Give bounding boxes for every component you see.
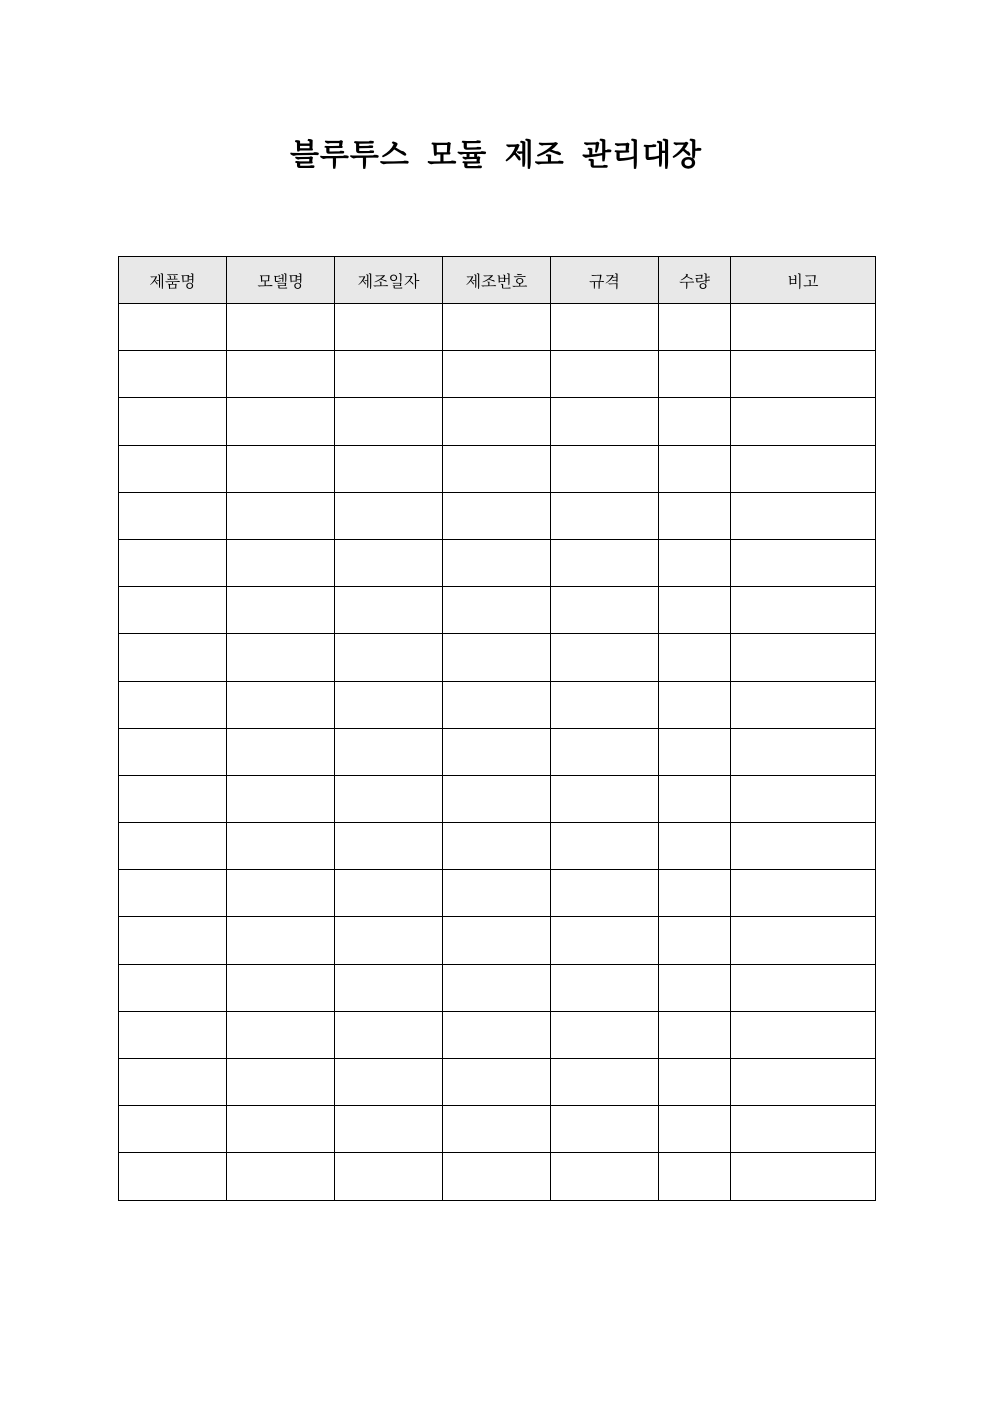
table-row bbox=[119, 492, 876, 539]
cell-remarks[interactable] bbox=[731, 681, 876, 728]
cell-product-name[interactable] bbox=[119, 398, 227, 445]
cell-quantity[interactable] bbox=[659, 681, 731, 728]
cell-product-name[interactable] bbox=[119, 587, 227, 634]
cell-remarks[interactable] bbox=[731, 1011, 876, 1058]
table-row bbox=[119, 823, 876, 870]
cell-manufacture-date[interactable] bbox=[335, 775, 443, 822]
cell-manufacture-date[interactable] bbox=[335, 1011, 443, 1058]
cell-manufacture-date[interactable] bbox=[335, 917, 443, 964]
cell-serial-number[interactable] bbox=[443, 1011, 551, 1058]
cell-product-name[interactable] bbox=[119, 1106, 227, 1153]
cell-model-name[interactable] bbox=[227, 728, 335, 775]
cell-spec[interactable] bbox=[551, 398, 659, 445]
cell-serial-number[interactable] bbox=[443, 445, 551, 492]
header-row bbox=[119, 257, 876, 304]
cell-quantity[interactable] bbox=[659, 587, 731, 634]
cell-remarks[interactable] bbox=[731, 1106, 876, 1153]
cell-manufacture-date[interactable] bbox=[335, 1059, 443, 1106]
cell-product-name[interactable] bbox=[119, 1059, 227, 1106]
cell-product-name[interactable] bbox=[119, 728, 227, 775]
cell-quantity[interactable] bbox=[659, 1059, 731, 1106]
cell-model-name[interactable] bbox=[227, 539, 335, 586]
cell-product-name[interactable] bbox=[119, 634, 227, 681]
cell-spec[interactable] bbox=[551, 1153, 659, 1200]
cell-remarks[interactable] bbox=[731, 587, 876, 634]
cell-product-name[interactable] bbox=[119, 351, 227, 398]
cell-remarks[interactable] bbox=[731, 775, 876, 822]
table-row bbox=[119, 304, 876, 351]
table-row bbox=[119, 1153, 876, 1200]
table-row bbox=[119, 351, 876, 398]
cell-model-name[interactable] bbox=[227, 823, 335, 870]
cell-serial-number[interactable] bbox=[443, 539, 551, 586]
column-header-remarks: 비고 bbox=[731, 257, 876, 304]
cell-manufacture-date[interactable] bbox=[335, 728, 443, 775]
cell-product-name[interactable] bbox=[119, 775, 227, 822]
cell-spec[interactable] bbox=[551, 539, 659, 586]
cell-spec[interactable] bbox=[551, 1106, 659, 1153]
column-header-manufacture-date: 제조일자 bbox=[335, 257, 443, 304]
cell-spec[interactable] bbox=[551, 351, 659, 398]
ledger-table bbox=[118, 256, 876, 1201]
cell-quantity[interactable] bbox=[659, 634, 731, 681]
column-header-serial-number: 제조번호 bbox=[443, 257, 551, 304]
cell-model-name[interactable] bbox=[227, 870, 335, 917]
cell-spec[interactable] bbox=[551, 1059, 659, 1106]
cell-model-name[interactable] bbox=[227, 587, 335, 634]
cell-product-name[interactable] bbox=[119, 539, 227, 586]
cell-model-name[interactable] bbox=[227, 398, 335, 445]
table-row bbox=[119, 1106, 876, 1153]
cell-serial-number[interactable] bbox=[443, 1059, 551, 1106]
cell-serial-number[interactable] bbox=[443, 917, 551, 964]
cell-quantity[interactable] bbox=[659, 1011, 731, 1058]
table-row bbox=[119, 870, 876, 917]
column-header-quantity: 수량 bbox=[659, 257, 731, 304]
cell-quantity[interactable] bbox=[659, 964, 731, 1011]
cell-serial-number[interactable] bbox=[443, 492, 551, 539]
cell-remarks[interactable] bbox=[731, 1153, 876, 1200]
cell-spec[interactable] bbox=[551, 587, 659, 634]
cell-product-name[interactable] bbox=[119, 681, 227, 728]
cell-serial-number[interactable] bbox=[443, 634, 551, 681]
cell-quantity[interactable] bbox=[659, 1106, 731, 1153]
cell-manufacture-date[interactable] bbox=[335, 681, 443, 728]
cell-manufacture-date[interactable] bbox=[335, 398, 443, 445]
column-header-model-name: 모델명 bbox=[227, 257, 335, 304]
column-header-spec: 규격 bbox=[551, 257, 659, 304]
table-row bbox=[119, 539, 876, 586]
cell-remarks[interactable] bbox=[731, 823, 876, 870]
cell-spec[interactable] bbox=[551, 870, 659, 917]
table-row bbox=[119, 634, 876, 681]
cell-product-name[interactable] bbox=[119, 304, 227, 351]
cell-remarks[interactable] bbox=[731, 398, 876, 445]
cell-spec[interactable] bbox=[551, 823, 659, 870]
cell-spec[interactable] bbox=[551, 492, 659, 539]
cell-remarks[interactable] bbox=[731, 492, 876, 539]
cell-model-name[interactable] bbox=[227, 1153, 335, 1200]
table-row bbox=[119, 917, 876, 964]
cell-manufacture-date[interactable] bbox=[335, 539, 443, 586]
cell-model-name[interactable] bbox=[227, 445, 335, 492]
cell-product-name[interactable] bbox=[119, 445, 227, 492]
table-row bbox=[119, 1011, 876, 1058]
cell-serial-number[interactable] bbox=[443, 964, 551, 1011]
cell-manufacture-date[interactable] bbox=[335, 1106, 443, 1153]
cell-spec[interactable] bbox=[551, 304, 659, 351]
cell-remarks[interactable] bbox=[731, 728, 876, 775]
cell-model-name[interactable] bbox=[227, 351, 335, 398]
cell-remarks[interactable] bbox=[731, 304, 876, 351]
cell-spec[interactable] bbox=[551, 728, 659, 775]
cell-manufacture-date[interactable] bbox=[335, 445, 443, 492]
cell-model-name[interactable] bbox=[227, 917, 335, 964]
cell-quantity[interactable] bbox=[659, 775, 731, 822]
cell-quantity[interactable] bbox=[659, 445, 731, 492]
cell-manufacture-date[interactable] bbox=[335, 823, 443, 870]
cell-serial-number[interactable] bbox=[443, 304, 551, 351]
cell-spec[interactable] bbox=[551, 634, 659, 681]
table-row bbox=[119, 728, 876, 775]
table-row bbox=[119, 398, 876, 445]
cell-model-name[interactable] bbox=[227, 1011, 335, 1058]
cell-quantity[interactable] bbox=[659, 728, 731, 775]
cell-manufacture-date[interactable] bbox=[335, 870, 443, 917]
cell-quantity[interactable] bbox=[659, 539, 731, 586]
cell-model-name[interactable] bbox=[227, 964, 335, 1011]
ledger-body bbox=[119, 304, 876, 1201]
cell-product-name[interactable] bbox=[119, 823, 227, 870]
cell-serial-number[interactable] bbox=[443, 775, 551, 822]
cell-manufacture-date[interactable] bbox=[335, 1153, 443, 1200]
cell-remarks[interactable] bbox=[731, 445, 876, 492]
cell-manufacture-date[interactable] bbox=[335, 351, 443, 398]
cell-quantity[interactable] bbox=[659, 1153, 731, 1200]
page-title: 블루투스 모듈 제조 관리대장 bbox=[289, 138, 703, 173]
cell-serial-number[interactable] bbox=[443, 587, 551, 634]
column-header-product-name: 제품명 bbox=[119, 257, 227, 304]
cell-product-name[interactable] bbox=[119, 964, 227, 1011]
cell-model-name[interactable] bbox=[227, 1059, 335, 1106]
cell-remarks[interactable] bbox=[731, 1059, 876, 1106]
cell-model-name[interactable] bbox=[227, 634, 335, 681]
cell-serial-number[interactable] bbox=[443, 1106, 551, 1153]
cell-serial-number[interactable] bbox=[443, 681, 551, 728]
cell-product-name[interactable] bbox=[119, 870, 227, 917]
cell-quantity[interactable] bbox=[659, 823, 731, 870]
cell-remarks[interactable] bbox=[731, 917, 876, 964]
cell-quantity[interactable] bbox=[659, 917, 731, 964]
cell-product-name[interactable] bbox=[119, 1011, 227, 1058]
table-row bbox=[119, 1059, 876, 1106]
cell-spec[interactable] bbox=[551, 681, 659, 728]
cell-quantity[interactable] bbox=[659, 351, 731, 398]
cell-serial-number[interactable] bbox=[443, 1153, 551, 1200]
cell-spec[interactable] bbox=[551, 964, 659, 1011]
cell-quantity[interactable] bbox=[659, 304, 731, 351]
cell-quantity[interactable] bbox=[659, 398, 731, 445]
table-row bbox=[119, 775, 876, 822]
cell-model-name[interactable] bbox=[227, 1106, 335, 1153]
table-row bbox=[119, 445, 876, 492]
cell-product-name[interactable] bbox=[119, 492, 227, 539]
cell-manufacture-date[interactable] bbox=[335, 634, 443, 681]
cell-manufacture-date[interactable] bbox=[335, 587, 443, 634]
cell-serial-number[interactable] bbox=[443, 823, 551, 870]
cell-serial-number[interactable] bbox=[443, 870, 551, 917]
table-row bbox=[119, 964, 876, 1011]
cell-product-name[interactable] bbox=[119, 917, 227, 964]
cell-spec[interactable] bbox=[551, 1011, 659, 1058]
cell-remarks[interactable] bbox=[731, 964, 876, 1011]
table-row bbox=[119, 587, 876, 634]
cell-remarks[interactable] bbox=[731, 539, 876, 586]
cell-spec[interactable] bbox=[551, 917, 659, 964]
cell-model-name[interactable] bbox=[227, 304, 335, 351]
cell-remarks[interactable] bbox=[731, 870, 876, 917]
cell-manufacture-date[interactable] bbox=[335, 964, 443, 1011]
cell-model-name[interactable] bbox=[227, 492, 335, 539]
table-row bbox=[119, 681, 876, 728]
cell-remarks[interactable] bbox=[731, 351, 876, 398]
cell-spec[interactable] bbox=[551, 775, 659, 822]
cell-manufacture-date[interactable] bbox=[335, 304, 443, 351]
cell-quantity[interactable] bbox=[659, 870, 731, 917]
cell-quantity[interactable] bbox=[659, 492, 731, 539]
cell-model-name[interactable] bbox=[227, 681, 335, 728]
cell-remarks[interactable] bbox=[731, 634, 876, 681]
cell-serial-number[interactable] bbox=[443, 398, 551, 445]
cell-serial-number[interactable] bbox=[443, 728, 551, 775]
cell-model-name[interactable] bbox=[227, 775, 335, 822]
cell-product-name[interactable] bbox=[119, 1153, 227, 1200]
cell-manufacture-date[interactable] bbox=[335, 492, 443, 539]
cell-spec[interactable] bbox=[551, 445, 659, 492]
cell-serial-number[interactable] bbox=[443, 351, 551, 398]
